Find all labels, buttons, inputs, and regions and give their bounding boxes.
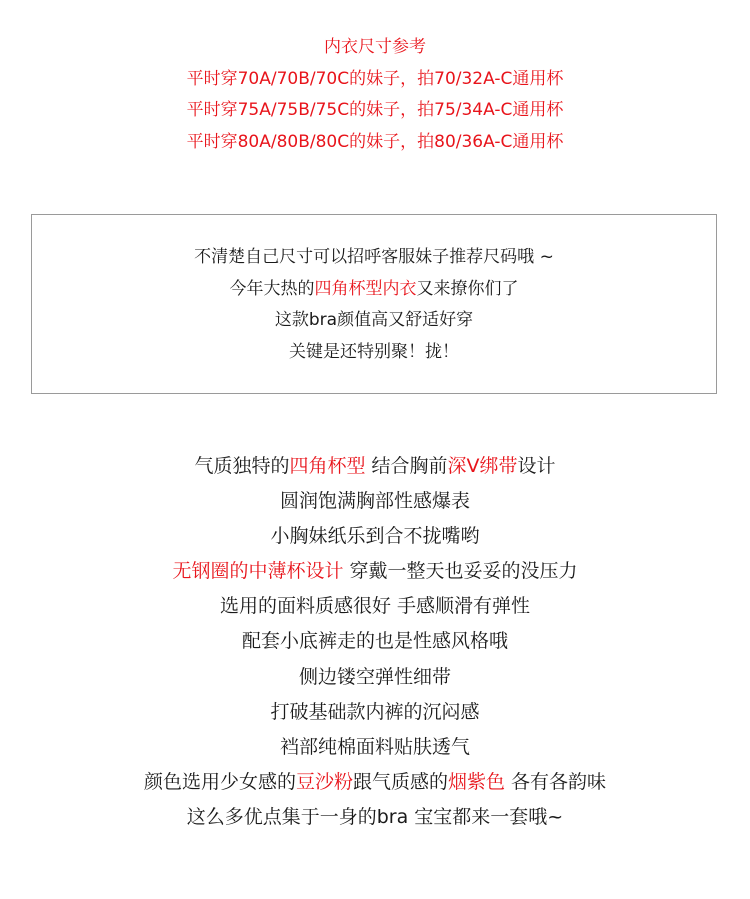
desc-text: 各有各韵味 xyxy=(505,770,607,793)
size-guide-title: 内衣尺寸参考 xyxy=(324,37,426,57)
desc-highlight: 豆沙粉 xyxy=(295,770,353,793)
desc-text: 结合胸前 xyxy=(365,455,448,477)
notice-line: 不清楚自己尺寸可以招呼客服妹子推荐尺码哦 ~ xyxy=(194,247,554,267)
desc-highlight: 深V绑带 xyxy=(447,455,518,477)
desc-text: 设计 xyxy=(517,455,556,477)
desc-highlight: 无钢圈的中薄杯设计 xyxy=(172,560,344,583)
size-guide-section xyxy=(0,32,750,158)
size-guide-row: 平时穿80A/80B/80C的妹子，拍80/36A-C通用杯 xyxy=(186,131,564,152)
desc-text: 跟气质感的 xyxy=(352,770,448,793)
desc-line: 选用的面料质感很好 手感顺滑有弹性 xyxy=(219,595,531,618)
desc-highlight-line: 侧边镂空弹性细带 xyxy=(298,665,451,688)
notice-line: 这款bra颜值高又舒适好穿 xyxy=(274,310,474,330)
notice-highlight: 四角杯型内衣 xyxy=(314,278,417,299)
desc-line: 这么多优点集于一身的bra 宝宝都来一套哦~ xyxy=(186,805,564,828)
desc-line: 小胸妹纸乐到合不拢嘴哟 xyxy=(270,525,480,548)
desc-line xyxy=(0,554,750,589)
notice-text: 又来撩你们了 xyxy=(416,278,519,299)
product-description-section xyxy=(0,449,750,835)
desc-line: 圆润饱满胸部性感爆表 xyxy=(279,490,470,513)
notice-text: 今年大热的 xyxy=(229,278,315,299)
customer-service-notice-box xyxy=(31,214,717,394)
desc-highlight-line: 裆部纯棉面料贴肤透气 xyxy=(279,735,470,758)
size-guide-row: 平时穿70A/70B/70C的妹子，拍70/32A-C通用杯 xyxy=(186,68,564,89)
desc-line: 打破基础款内裤的沉闷感 xyxy=(270,700,480,723)
desc-line: 配套小底裤走的也是性感风格哦 xyxy=(241,630,508,653)
desc-text: 气质独特的 xyxy=(194,455,290,477)
size-guide-row: 平时穿75A/75B/75C的妹子，拍75/34A-C通用杯 xyxy=(186,100,564,120)
desc-highlight: 烟紫色 xyxy=(447,770,505,793)
notice-line xyxy=(32,274,716,306)
notice-highlight-line: 关键是还特别聚！拢！ xyxy=(289,341,459,362)
desc-line xyxy=(0,765,750,800)
desc-highlight: 四角杯型 xyxy=(289,455,366,477)
desc-line xyxy=(0,449,750,484)
desc-text: 穿戴一整天也妥妥的没压力 xyxy=(343,560,578,583)
desc-text: 颜色选用少女感的 xyxy=(143,770,296,793)
